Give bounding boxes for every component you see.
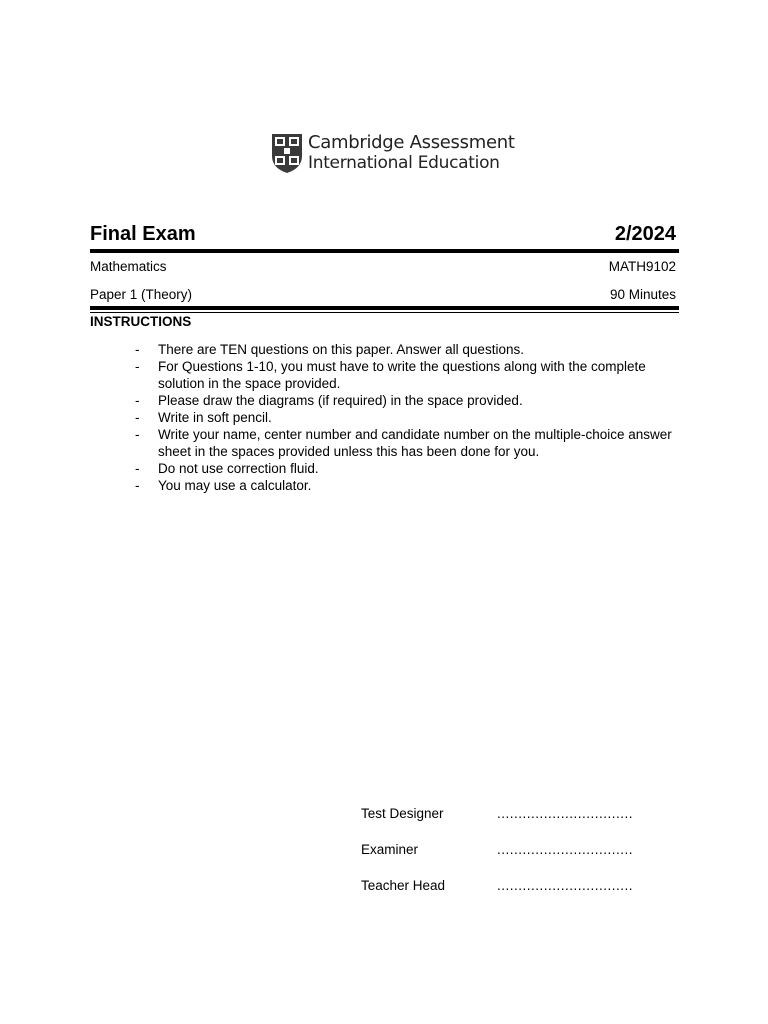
title-row (90, 223, 676, 246)
divider-top (90, 249, 679, 253)
logo-text (308, 132, 515, 174)
paper-row (90, 287, 676, 302)
logo-line-1: Cambridge Assessment (308, 132, 515, 153)
signature-test-designer (361, 806, 661, 821)
instructions-list (132, 341, 672, 494)
instruction-item: - Please draw the diagrams (if required) in the space provided. (132, 392, 672, 409)
signature-teacher-head (361, 878, 661, 893)
signature-label: Teacher Head (361, 878, 446, 893)
signature-label: Test Designer (361, 806, 444, 821)
paper-duration: 90 Minutes (609, 287, 676, 302)
instruction-item: - You may use a calculator. (132, 477, 672, 494)
signature-examiner (361, 842, 661, 857)
logo-line-2: International Education (308, 153, 500, 173)
university-crest-icon (270, 132, 304, 174)
instruction-item: - Do not use correction fluid. (132, 460, 672, 477)
exam-title: Final Exam (90, 223, 196, 245)
divider-thin (90, 312, 679, 313)
exam-session: 2/2024 (614, 223, 676, 245)
subject-name: Mathematics (90, 259, 167, 274)
instructions-heading: INSTRUCTIONS (90, 314, 192, 329)
signature-line: ................................ (497, 806, 634, 821)
signature-label: Examiner (361, 842, 419, 857)
instruction-item: - Write in soft pencil. (132, 409, 672, 426)
instruction-item: - For Questions 1-10, you must have to write the questions along with the complete solution in the space provided. (132, 358, 672, 392)
subject-row (90, 259, 676, 274)
subject-code: MATH9102 (608, 259, 676, 274)
signature-line: ................................ (497, 878, 634, 893)
instruction-item: - There are TEN questions on this paper. Answer all questions. (132, 341, 672, 358)
signature-line: ................................ (497, 842, 634, 857)
logo (270, 132, 515, 174)
divider-middle (90, 306, 679, 310)
instruction-item: - Write your name, center number and candidate number on the multiple-choice answer sheet in the spaces provided unless this has been done for you. (132, 426, 672, 460)
paper-name: Paper 1 (Theory) (90, 287, 193, 302)
